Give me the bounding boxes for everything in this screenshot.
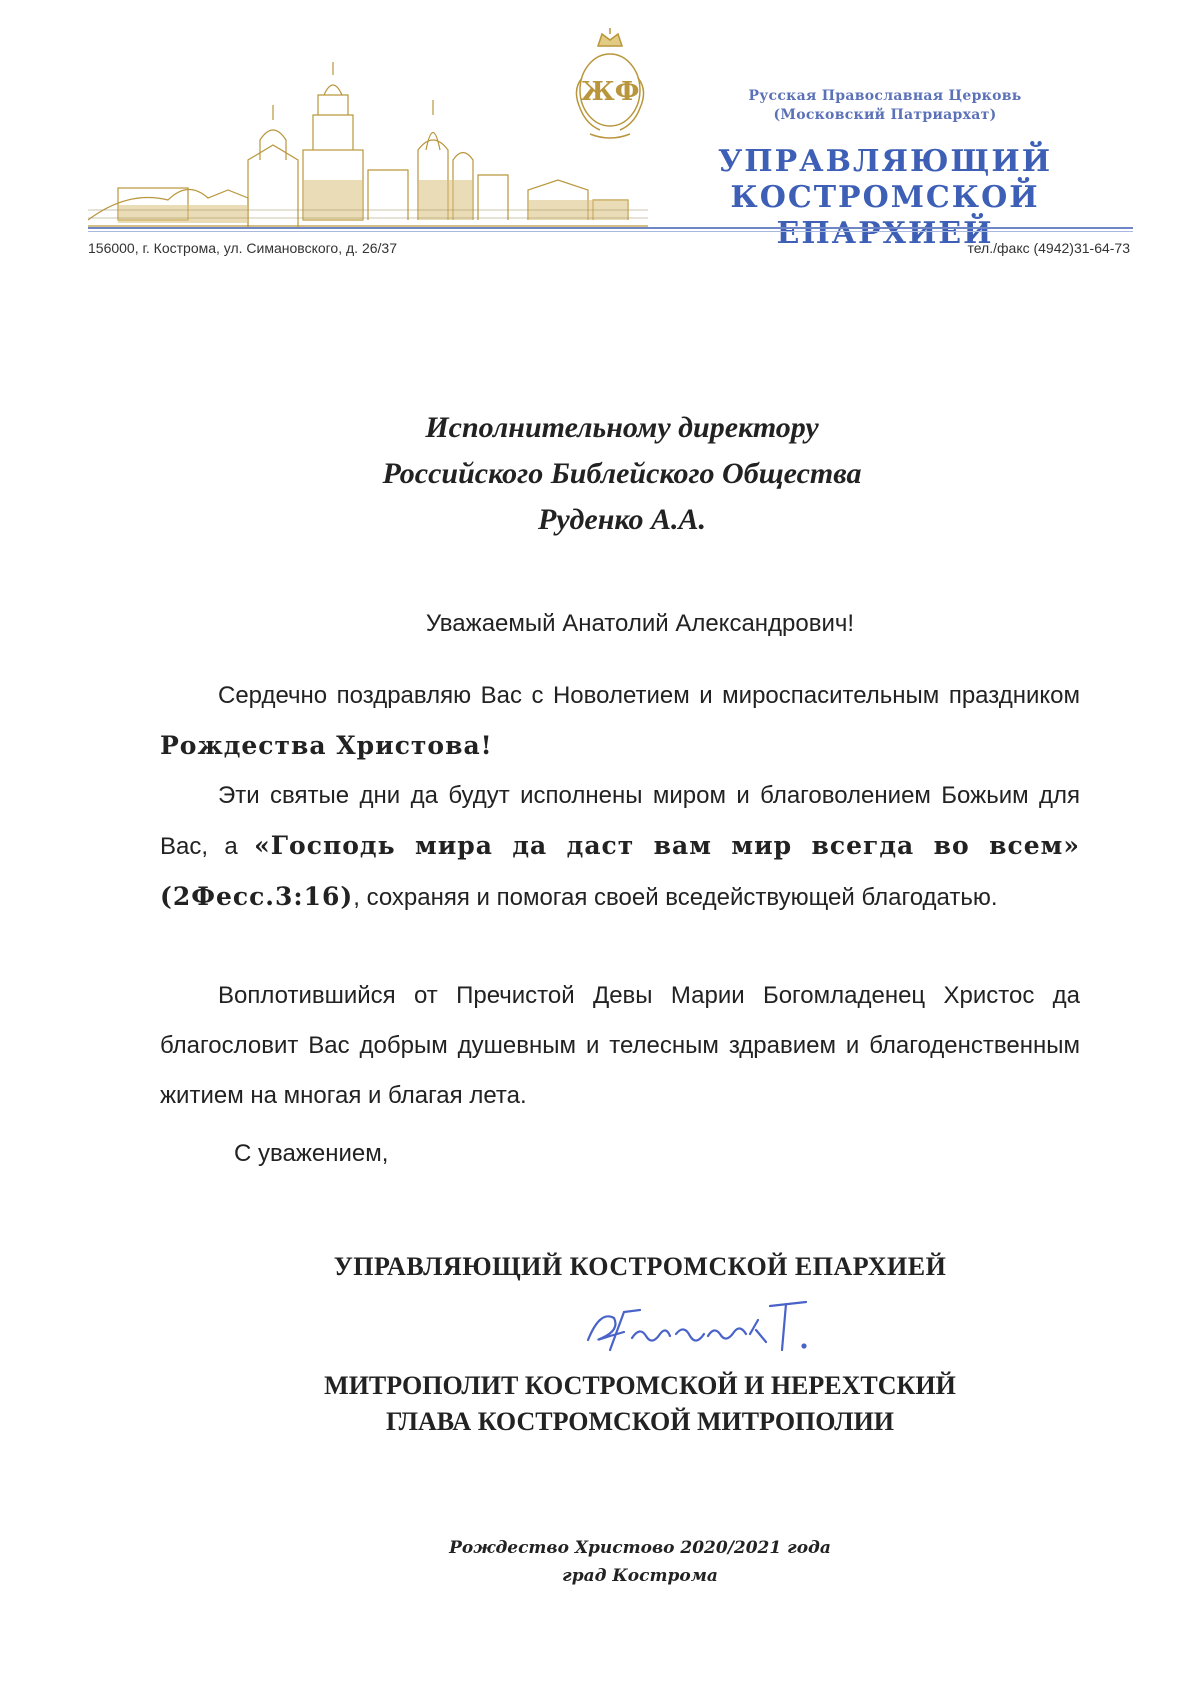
signatory-title-2: МИТРОПОЛИТ КОСТРОМСКОЙ И НЕРЕХТСКИЙ	[324, 1371, 956, 1400]
paragraph-2-text-b: , сохраняя и помогая своей вседействующей благодатью.	[353, 884, 998, 911]
paragraph-1-text: Сердечно поздравляю Вас с Новолетием и мироспасительным праздником	[218, 682, 1080, 709]
signatory-title-1: УПРАВЛЯЮЩИЙ КОСТРОМСКОЙ ЕПАРХИЕЙ	[333, 1252, 947, 1281]
letterhead-divider-thin	[88, 231, 1133, 232]
paragraph-1	[160, 671, 1080, 772]
addressee-block	[0, 405, 1200, 543]
org-name-line-2: (Московский Патриархат)	[773, 107, 997, 123]
addressee-line-1: Исполнительному директору	[425, 411, 819, 444]
paragraph-2-text-a: Эти святые дни да будут исполнены миром и благоволением Божьим для Вас, а	[160, 782, 1080, 860]
date-place	[0, 1534, 1200, 1590]
closing: С уважением,	[234, 1140, 389, 1167]
paragraph-2	[160, 771, 1080, 923]
date-line: Рождество Христово 2020/2021 года	[449, 1538, 831, 1558]
org-name-line-1: Русская Православная Церковь	[748, 88, 1022, 104]
letterhead-title-1: УПРАВЛЯЮЩИЙ	[717, 144, 1053, 179]
addressee-line-2: Российского Библейского Общества	[382, 457, 862, 490]
signatory-title-3: ГЛАВА КОСТРОМСКОЙ МИТРОПОЛИИ	[385, 1407, 895, 1436]
phone-fax: тел./факс (4942)31-64-73	[967, 240, 1130, 256]
salutation: Уважаемый Анатолий Александрович!	[425, 610, 855, 637]
letterhead-divider	[88, 227, 1133, 229]
letterhead-title-2: КОСТРОМСКОЙ ЕПАРХИЕЙ	[730, 180, 1040, 251]
paragraph-3: Воплотившийся от Пречистой Девы Марии Богомладенец Христос да благословит Вас добрым душевным и телесным здравием и благоденственным житием на многая и благая лета.	[160, 982, 1080, 1109]
scripture-quote: «Господь мира да даст вам мир всегда во всем»	[254, 831, 1080, 860]
postal-address: 156000, г. Кострома, ул. Симановского, д. 26/37	[88, 240, 397, 256]
handwritten-signature	[580, 1290, 820, 1370]
crest-monogram: ЖФ	[580, 77, 640, 107]
signatory-titles	[0, 1368, 1200, 1440]
addressee-line-3: Руденко А.А.	[538, 503, 706, 536]
feast-name: Рождества Христова!	[160, 731, 493, 760]
crest-emblem-icon	[560, 28, 660, 146]
place-line: град Кострома	[562, 1566, 718, 1586]
scripture-reference: (2Фесс.3:16)	[160, 882, 354, 911]
